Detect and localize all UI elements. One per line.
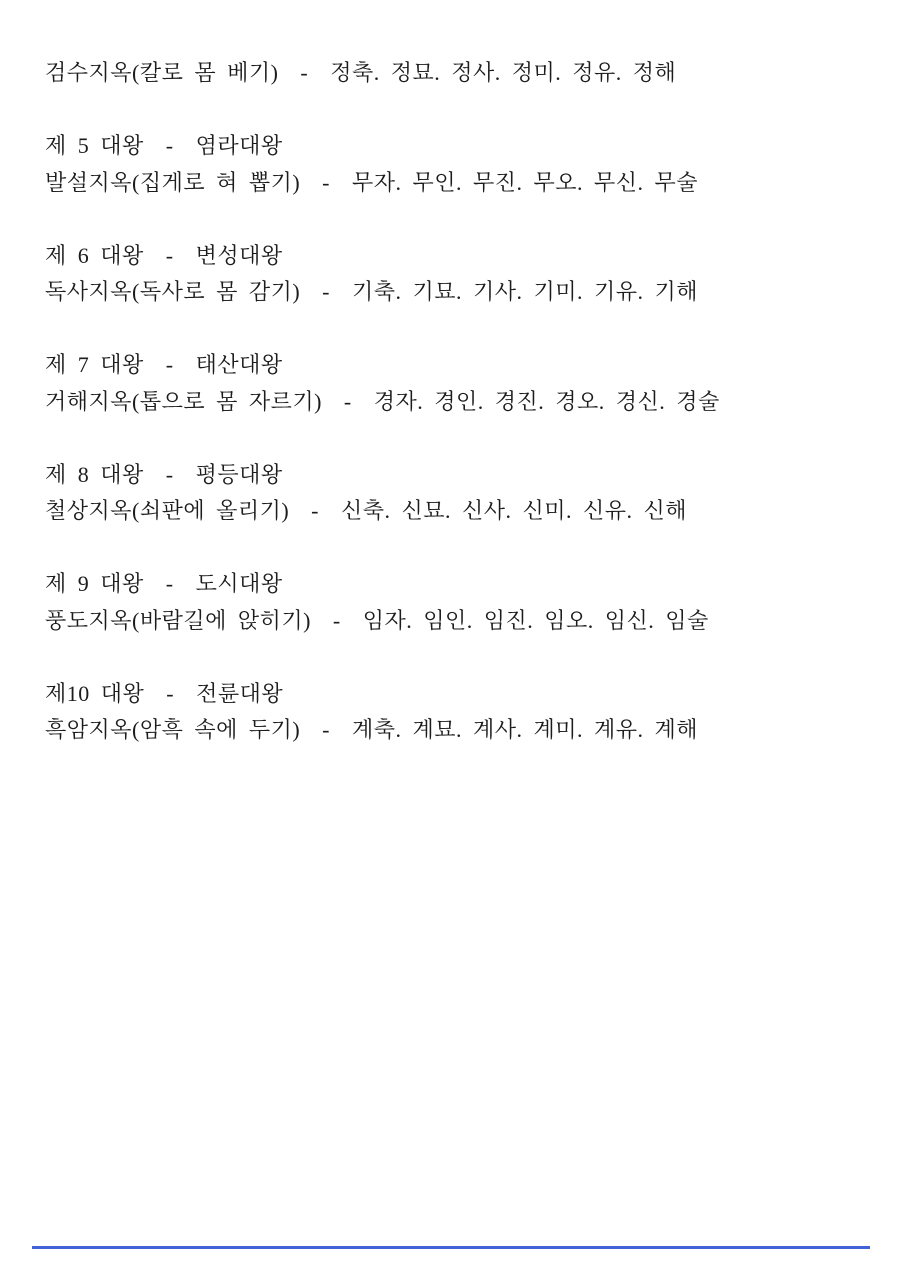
text-line: 제 6 대왕 - 변성대왕: [45, 242, 283, 268]
text-line: 발설지옥(집게로 혀 뽑기) - 무자. 무인. 무진. 무오. 무신. 무술: [45, 169, 699, 195]
text-line: 제 9 대왕 - 도시대왕: [45, 571, 283, 596]
blank-line: [45, 420, 880, 457]
blank-line: [45, 201, 880, 238]
text-line: 검수지옥(칼로 몸 베기) - 정축. 정묘. 정사. 정미. 정유. 정해: [45, 60, 677, 85]
blank-line: [45, 530, 880, 567]
text-line: 풍도지옥(바람길에 앉히기) - 임자. 임인. 임진. 임오. 임신. 임술: [45, 607, 709, 633]
blank-line: [45, 92, 880, 129]
text-line: 흑암지옥(암흑 속에 두기) - 계축. 계묘. 계사. 계미. 계유. 계해: [45, 717, 699, 742]
text-line: 철상지옥(쇠판에 올리기) - 신축. 신묘. 신사. 신미. 신유. 신해: [45, 498, 688, 523]
blank-line: [45, 639, 880, 676]
text-line: 독사지옥(독사로 몸 감기) - 기축. 기묘. 기사. 기미. 기유. 기해: [45, 279, 699, 304]
text-line: 제 8 대왕 - 평등대왕: [45, 461, 283, 487]
document-lines: [45, 55, 880, 749]
text-line: 제 7 대왕 - 태산대왕: [45, 352, 283, 377]
blank-line: [45, 311, 880, 348]
bottom-divider: [32, 1246, 870, 1249]
text-line: 거해지옥(톱으로 몸 자르기) - 경자. 경인. 경진. 경오. 경신. 경술: [45, 388, 720, 414]
text-line: 제10 대왕 - 전륜대왕: [45, 680, 284, 706]
text-line: 제 5 대왕 - 염라대왕: [45, 133, 283, 158]
